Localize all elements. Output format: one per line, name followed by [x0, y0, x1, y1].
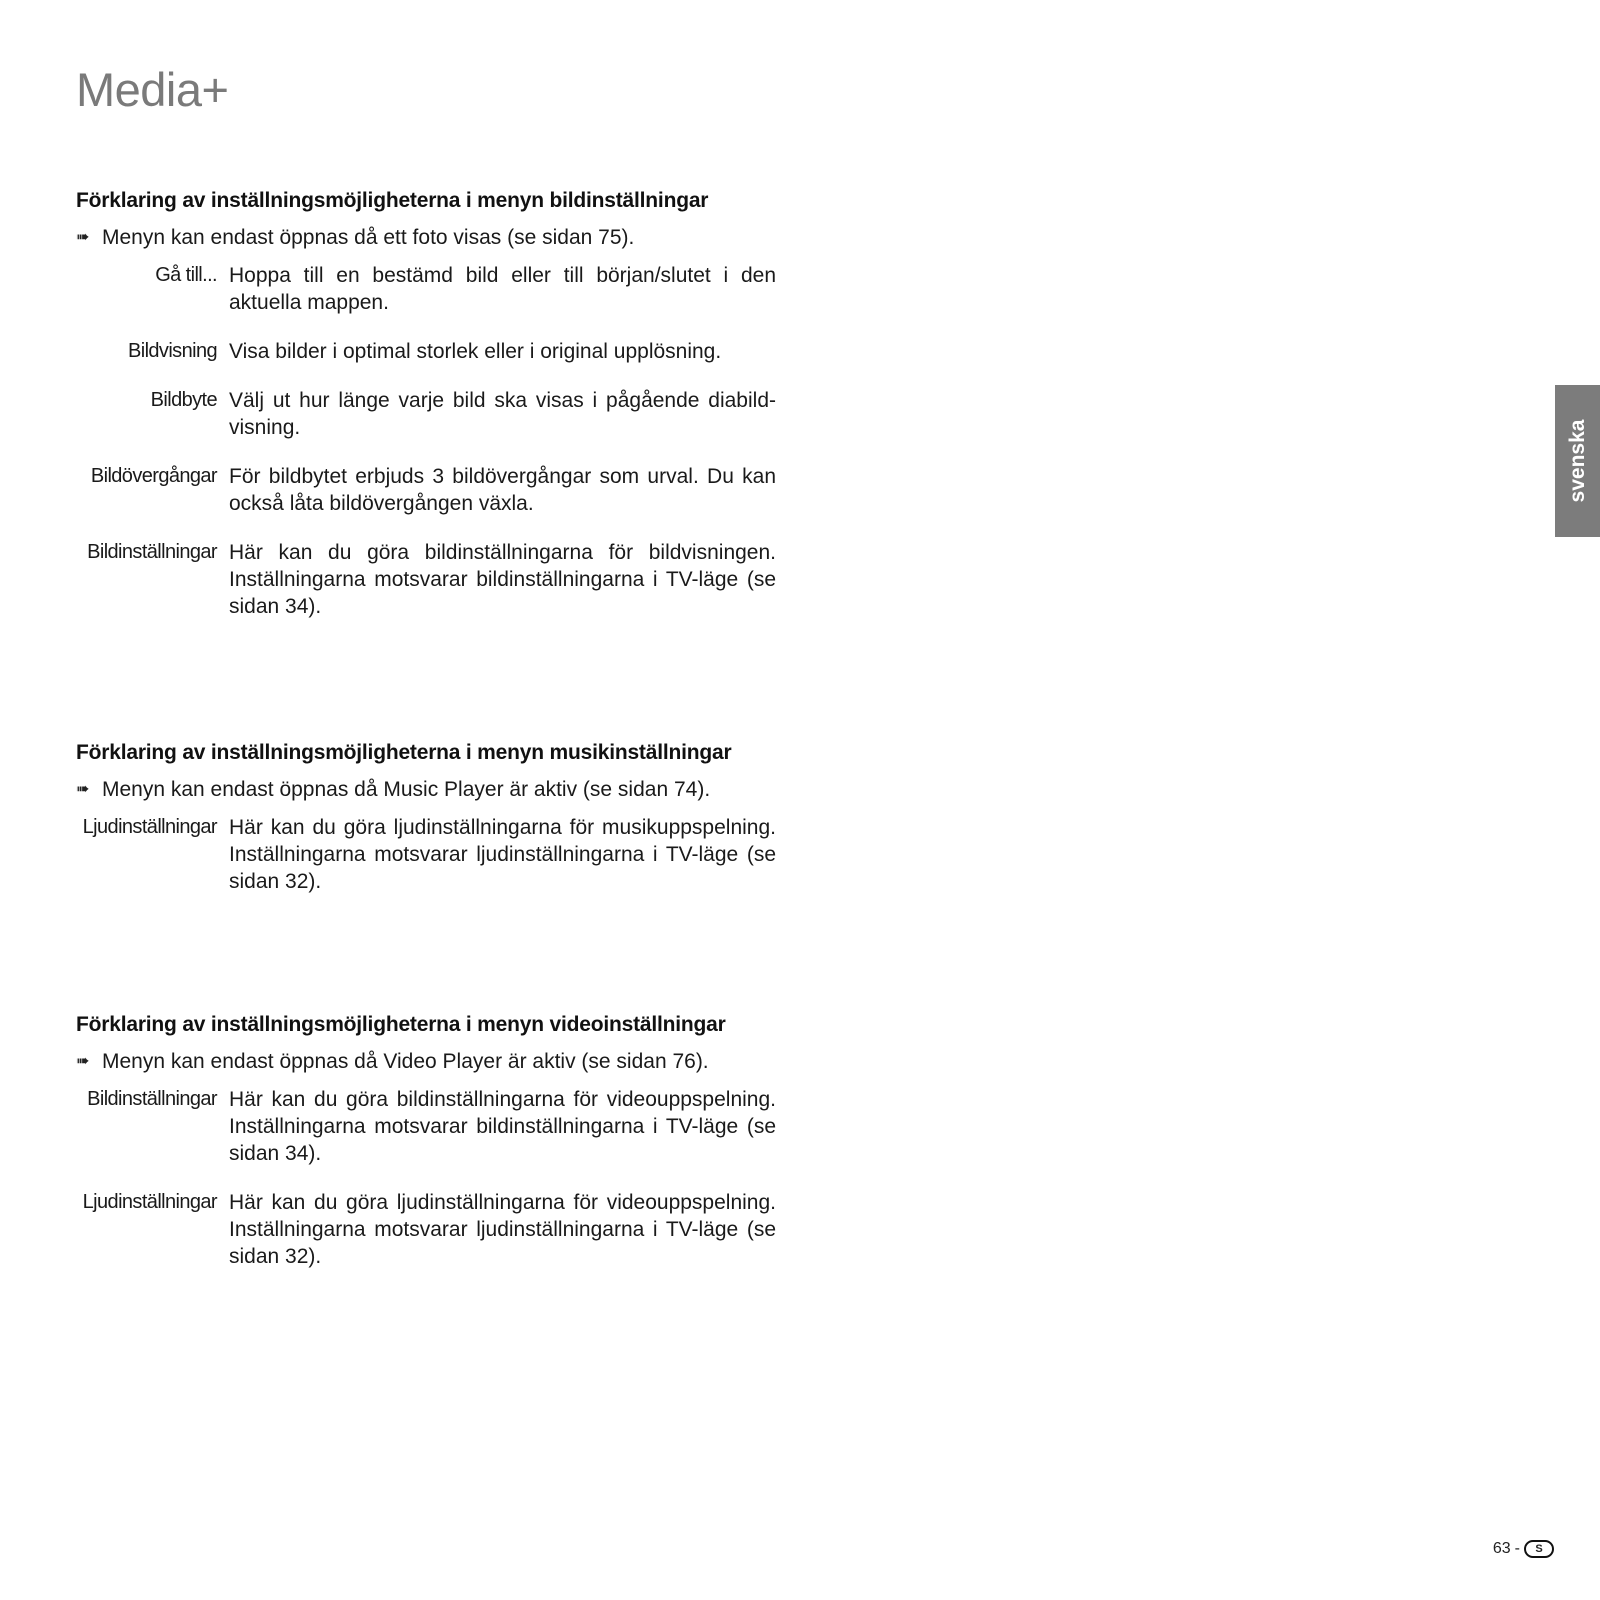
note-text: Menyn kan endast öppnas då Video Player är aktiv (se sidan 76). [102, 1050, 709, 1073]
definition-row [76, 387, 776, 441]
definition-row [76, 1189, 776, 1270]
description: Välj ut hur länge varje bild ska visas i pågående diabildvisning. [229, 389, 776, 439]
arrow-right-icon: ➠ [76, 781, 90, 798]
section-bildinstallningar [76, 186, 776, 642]
note [76, 224, 776, 252]
language-tab-label: svenska [1565, 419, 1589, 503]
description: Visa bilder i optimal storlek eller i original upplösning. [229, 340, 722, 363]
definition-row [76, 539, 776, 620]
description: Hoppa till en bestämd bild eller till början/slutet i den aktuella mappen. [229, 264, 776, 314]
section-heading: Förklaring av inställningsmöjligheterna i menyn bildinställningar [76, 189, 709, 212]
description: Här kan du göra ljudinställningarna för musikuppspelning. Inställningarna motsvarar ljudinställningarna i TV-läge (se sidan 32). [229, 816, 776, 893]
term: Bildövergångar [90, 465, 217, 487]
definition-row [76, 814, 776, 895]
description: Här kan du göra ljudinställningarna för videouppspelning. Inställningarna motsvarar ljudinställningarna i TV-läge (se sidan 32). [229, 1191, 776, 1268]
page-separator: - [1514, 1540, 1520, 1557]
description: För bildbytet erbjuds 3 bildövergångar som urval. Du kan också låta bildövergången växla. [229, 465, 776, 515]
page-title: Media+ [76, 63, 229, 116]
arrow-right-icon: ➠ [76, 229, 90, 246]
term: Gå till... [155, 264, 217, 286]
definition-row [76, 262, 776, 316]
arrow-right-icon: ➠ [76, 1053, 90, 1070]
description: Här kan du göra bildinställningarna för videouppspelning. Inställningarna motsvarar bildinställningarna i TV-läge (se sidan 34). [229, 1088, 776, 1165]
term: Bildinställningar [87, 541, 217, 563]
term: Ljudinställningar [82, 816, 217, 838]
description: Här kan du göra bildinställningarna för bildvisningen. Inställningarna motsvarar bildinställningarna i TV-läge (se sidan 34). [229, 541, 776, 618]
language-badge: S [1524, 1540, 1554, 1558]
language-tab [1555, 385, 1600, 537]
note-text: Menyn kan endast öppnas då ett foto visas (se sidan 75). [102, 226, 635, 249]
definition-row [76, 338, 776, 365]
page-footer [1493, 1540, 1554, 1558]
term: Bildinställningar [87, 1088, 217, 1110]
term: Bildvisning [127, 340, 217, 362]
section-heading: Förklaring av inställningsmöjligheterna i menyn videoinställningar [76, 1013, 726, 1036]
note [76, 776, 776, 804]
section-musikinstallningar [76, 738, 776, 917]
note [76, 1048, 776, 1076]
definition-row [76, 463, 776, 517]
term: Ljudinställningar [82, 1191, 217, 1213]
section-videoinstallningar [76, 1010, 776, 1292]
term: Bildbyte [150, 389, 217, 411]
page-number: 63 [1492, 1540, 1511, 1557]
definition-row [76, 1086, 776, 1167]
section-heading: Förklaring av inställningsmöjligheterna i menyn musikinställningar [76, 741, 732, 764]
note-text: Menyn kan endast öppnas då Music Player är aktiv (se sidan 74). [102, 778, 711, 801]
